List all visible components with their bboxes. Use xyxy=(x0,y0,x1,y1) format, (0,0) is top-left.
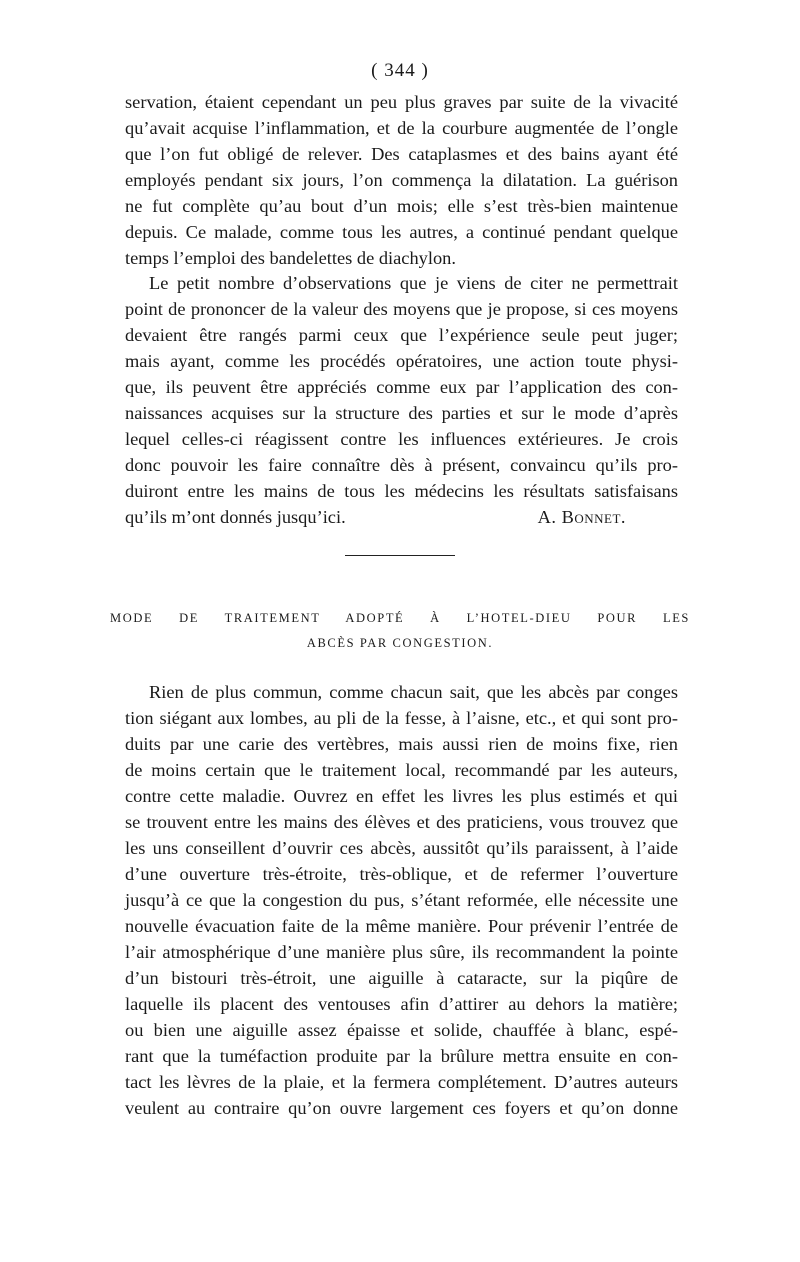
text-line: que l’on fut obligé de relever. Des cataplasmes et des bains ayant été xyxy=(125,144,678,164)
signature-line xyxy=(125,504,678,530)
text-line: se trouvent entre les mains des élèves et des praticiens, vous trouvez que xyxy=(125,812,678,832)
text-line: ou bien une aiguille assez épaisse et solide, chauffée à blanc, espé- xyxy=(125,1020,678,1040)
section-divider xyxy=(345,555,455,556)
section-heading xyxy=(110,606,690,656)
text-line: duiront entre les mains de tous les médecins les résultats satisfaisans xyxy=(125,481,678,501)
text-line: Le petit nombre d’observations que je viens de citer ne permettrait xyxy=(149,273,678,293)
text-line: de moins certain que le traitement local, recommandé par les auteurs, xyxy=(125,760,678,780)
text-line: ne fut complète qu’au bout d’un mois; elle s’est très-bien maintenue xyxy=(125,196,678,216)
text-line: depuis. Ce malade, comme tous les autres, a continué pendant quelque xyxy=(125,222,678,242)
text-line: tion siégant aux lombes, au pli de la fesse, à l’aisne, etc., et qui sont pro- xyxy=(125,708,678,728)
author-signature: A. Bonnet. xyxy=(537,507,626,527)
text-line: nouvelle évacuation faite de la même manière. Pour prévenir l’entrée de xyxy=(125,916,678,936)
paragraph-body xyxy=(125,679,678,1121)
text-line: naissances acquises sur la structure des parties et sur le mode d’après xyxy=(125,403,678,423)
text-line: d’un bistouri très-étroit, une aiguille à cataracte, sur la piqûre de xyxy=(125,968,678,988)
heading-line: MODE DE TRAITEMENT ADOPTÉ À L’HOTEL-DIEU POUR LES xyxy=(110,611,690,625)
text-line: employés pendant six jours, l’on commença la dilatation. La guérison xyxy=(125,170,678,190)
text-line: duits par une carie des vertèbres, mais aussi rien de moins fixe, rien xyxy=(125,734,678,754)
text-line: les uns conseillent d’ouvrir ces abcès, aussitôt qu’ils paraissent, à l’aide xyxy=(125,838,678,858)
text-line: servation, étaient cependant un peu plus graves par suite de la vivacité xyxy=(125,92,678,112)
text-line: temps l’emploi des bandelettes de diachylon. xyxy=(125,248,456,268)
paragraph-conclusion xyxy=(125,270,678,530)
text-line: lequel celles-ci réagissent contre les influences extérieures. Je crois xyxy=(125,429,678,449)
text-line: contre cette maladie. Ouvrez en effet les livres les plus estimés et qui xyxy=(125,786,678,806)
page-number: ( 344 ) xyxy=(371,60,429,81)
text-line: tact les lèvres de la plaie, et la fermera complétement. D’autres auteurs xyxy=(125,1072,678,1092)
text-line: laquelle ils placent des ventouses afin d’attirer au dehors la matière; xyxy=(125,994,678,1014)
paragraph-continuation xyxy=(125,89,678,271)
text-line: jusqu’à ce que la congestion du pus, s’étant reformée, elle nécessite une xyxy=(125,890,678,910)
text-line: qu’avait acquise l’inflammation, et de la courbure augmentée de l’ongle xyxy=(125,118,678,138)
text-line: Rien de plus commun, comme chacun sait, que les abcès par conges xyxy=(149,682,678,702)
text-line: point de prononcer de la valeur des moyens que je propose, si ces moyens xyxy=(125,299,678,319)
closing-text: qu’ils m’ont donnés jusqu’ici. xyxy=(125,507,346,527)
text-line: devaient être rangés parmi ceux que l’expérience seule peut juger; xyxy=(125,325,678,345)
text-line: l’air atmosphérique d’une manière plus sûre, ils recommandent la pointe xyxy=(125,942,678,962)
text-line: que, ils peuvent être appréciés comme eux par l’application des con- xyxy=(125,377,678,397)
text-line: donc pouvoir les faire connaître dès à présent, convaincu qu’ils pro- xyxy=(125,455,678,475)
heading-line: ABCÈS PAR CONGESTION. xyxy=(306,636,494,650)
text-line: d’une ouverture très-étroite, très-oblique, et de refermer l’ouverture xyxy=(125,864,678,884)
text-line: rant que la tuméfaction produite par la brûlure mettra ensuite en con- xyxy=(125,1046,678,1066)
text-line: mais ayant, comme les procédés opératoires, une action toute physi- xyxy=(125,351,678,371)
text-line: veulent au contraire qu’on ouvre largement ces foyers et qu’on donne xyxy=(125,1098,678,1118)
